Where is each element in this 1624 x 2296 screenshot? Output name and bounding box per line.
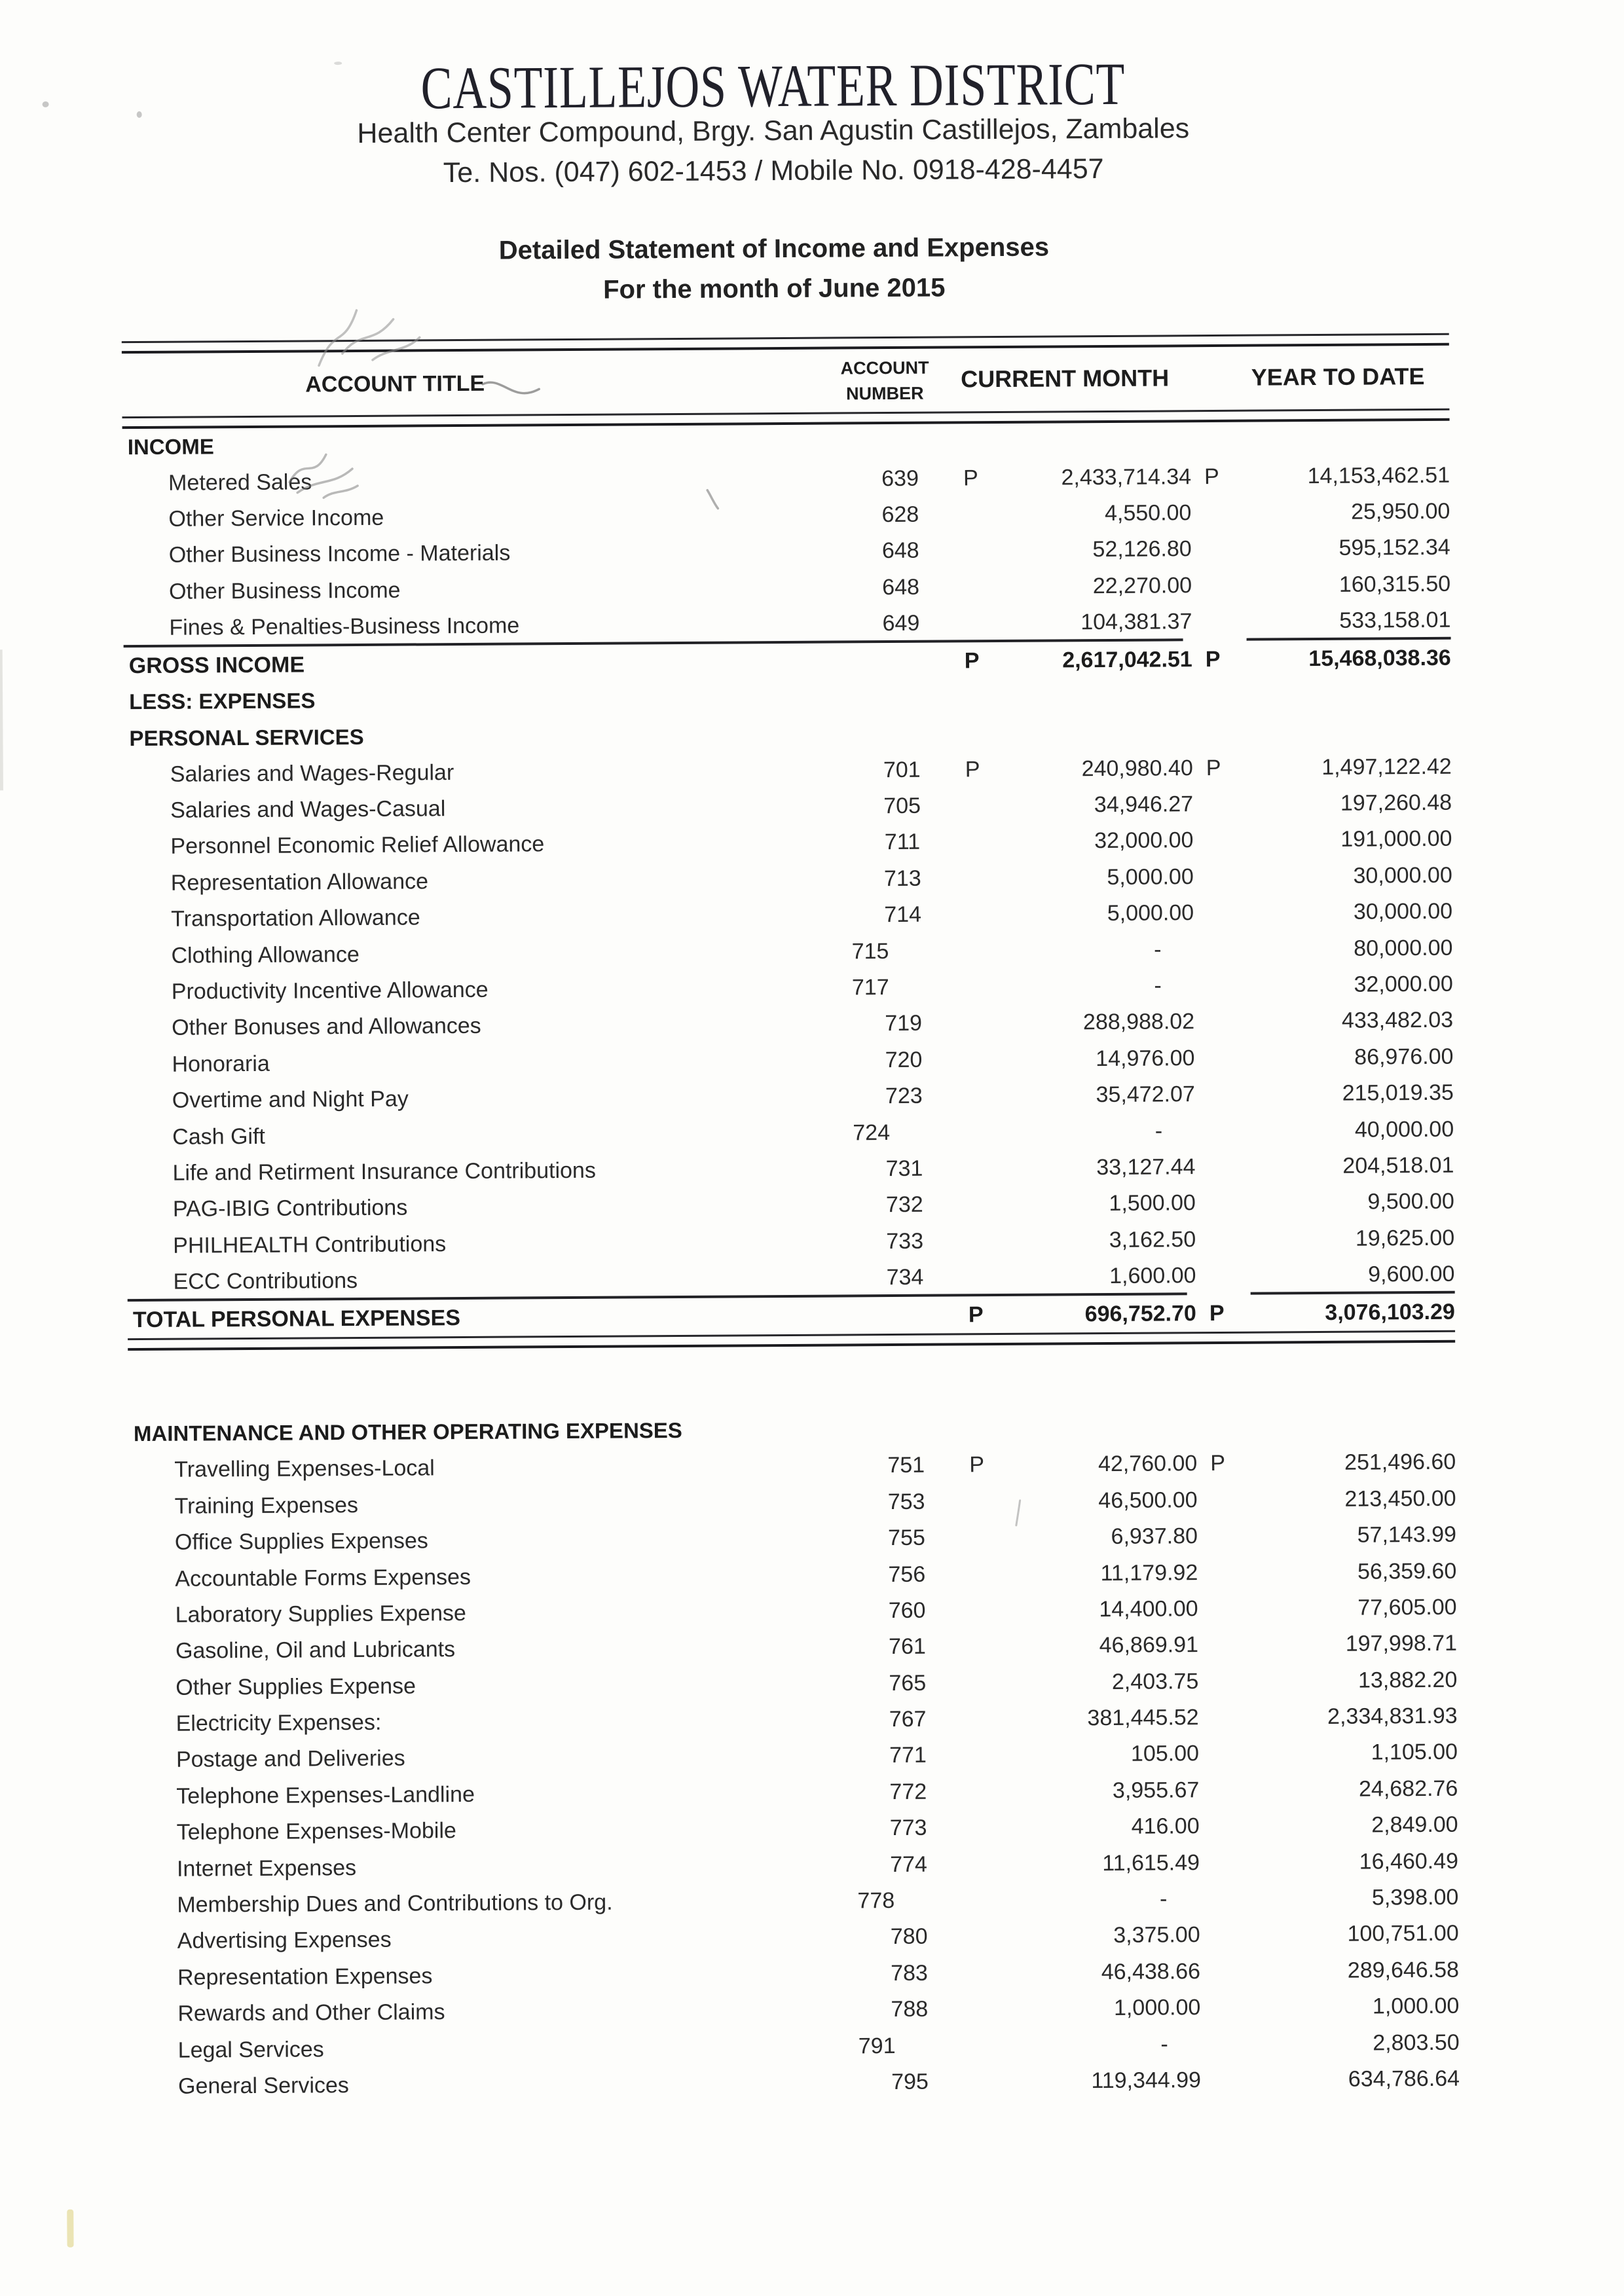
account-number-cell — [846, 442, 954, 443]
year-to-date-amount-cell: 25,950.00 — [1351, 498, 1450, 524]
account-title-cell: GROSS INCOME — [128, 652, 305, 678]
account-number-cell: 731 — [885, 1156, 923, 1182]
year-to-date-amount-cell: 595,152.34 — [1338, 535, 1450, 561]
account-number-cell: 795 — [891, 2069, 929, 2095]
current-month-amount-cell: 32,000.00 — [1094, 828, 1194, 854]
account-number-cell: 773 — [889, 1815, 927, 1841]
year-to-date-amount-cell: 15,468,038.36 — [1308, 645, 1451, 671]
account-title-cell: General Services — [177, 2073, 349, 2099]
year-to-date-amount-cell: 3,076,103.29 — [1325, 1299, 1455, 1325]
year-to-date-amount-cell: 533,158.01 — [1339, 607, 1451, 633]
account-title-cell: TOTAL PERSONAL EXPENSES — [132, 1305, 461, 1332]
current-month-amount-cell — [1001, 732, 1192, 733]
column-header-year-to-date: YEAR TO DATE — [1251, 363, 1425, 391]
org-address: Health Center Compound, Brgy. San Agustin Castillejos, Zambales — [357, 113, 1190, 149]
current-month-amount-cell: 1,000.00 — [1113, 1995, 1201, 2021]
year-to-date-amount-cell: 9,500.00 — [1367, 1189, 1454, 1214]
account-title-cell: ECC Contributions — [173, 1268, 358, 1294]
account-title-cell: Telephone Expenses-Landline — [176, 1781, 475, 1809]
account-number-cell: 628 — [881, 501, 919, 528]
year-to-date-amount-cell — [1232, 731, 1451, 732]
year-to-date-amount-cell: 2,803.50 — [1373, 2030, 1460, 2056]
year-to-date-amount-cell: 30,000.00 — [1353, 899, 1453, 924]
current-month-amount-cell: 14,400.00 — [1099, 1596, 1198, 1622]
account-number-cell — [847, 733, 955, 734]
letterhead — [92, 0, 1454, 304]
year-to-date-amount-cell: 2,849.00 — [1371, 1812, 1458, 1838]
current-month-amount-cell: 3,955.67 — [1112, 1777, 1200, 1803]
account-number-cell: 788 — [891, 1996, 929, 2022]
account-number-cell: 756 — [888, 1561, 926, 1587]
current-month-amount-cell: 34,946.27 — [1094, 792, 1194, 818]
current-month-amount-cell: 1,500.00 — [1109, 1190, 1196, 1216]
account-number-cell: 755 — [887, 1525, 925, 1551]
current-month-amount-cell: 105.00 — [1130, 1741, 1200, 1767]
year-to-date-amount-cell: 1,000.00 — [1372, 1993, 1460, 2019]
account-title-cell: Metered Sales — [168, 469, 312, 496]
year-to-date-amount-cell: 30,000.00 — [1353, 862, 1452, 888]
current-month-amount-cell: 52,126.80 — [1092, 536, 1192, 562]
current-month-amount-cell: 46,438.66 — [1101, 1958, 1201, 1984]
year-to-date-amount-cell — [1230, 439, 1450, 440]
year-to-date-amount-cell: 56,359.60 — [1357, 1558, 1457, 1584]
year-to-date-amount-cell: 251,496.60 — [1344, 1449, 1456, 1476]
current-month-amount-cell: 11,615.49 — [1102, 1850, 1200, 1876]
current-month-amount-cell: - — [1159, 1886, 1168, 1912]
org-name: CASTILLEJOS WATER DISTRICT — [420, 50, 1126, 122]
current-month-amount-cell: - — [1154, 937, 1162, 962]
year-to-date-amount-cell: 40,000.00 — [1354, 1116, 1454, 1142]
account-title-cell: Other Service Income — [168, 505, 384, 532]
current-month-amount-cell: 104,381.37 — [1080, 609, 1192, 635]
account-title-cell: Other Business Income — [169, 577, 401, 604]
current-month-amount-cell: 22,270.00 — [1092, 572, 1192, 598]
account-title-cell: Rewards and Other Claims — [177, 1999, 445, 2026]
year-to-date-amount-cell: 77,605.00 — [1357, 1594, 1457, 1620]
table-body — [122, 421, 1460, 2105]
account-title-cell: Other Supplies Expense — [175, 1673, 416, 1700]
account-number-cell: 732 — [885, 1192, 923, 1218]
account-number-cell: 649 — [882, 610, 920, 636]
current-month-amount-cell: 1,600.00 — [1109, 1263, 1196, 1289]
account-title-cell: Gasoline, Oil and Lubricants — [175, 1637, 456, 1664]
account-number-cell: 719 — [885, 1011, 923, 1036]
account-title-cell: Overtime and Night Pay — [172, 1086, 409, 1113]
account-title-cell: Other Business Income - Materials — [168, 540, 511, 568]
current-month-amount-cell: 14,976.00 — [1096, 1046, 1195, 1071]
account-title-cell: Electricity Expenses: — [175, 1709, 382, 1736]
account-title-cell: Representation Expenses — [177, 1963, 433, 1990]
org-contact: Te. Nos. (047) 602-1453 / Mobile No. 0918-428-4457 — [443, 153, 1104, 189]
current-month-amount-cell: 2,403.75 — [1111, 1668, 1199, 1694]
account-title-cell: PERSONAL SERVICES — [129, 724, 364, 750]
current-month-amount-cell: 3,375.00 — [1113, 1922, 1200, 1948]
current-month-amount-cell: 46,869.91 — [1099, 1632, 1199, 1658]
year-to-date-amount-cell: 80,000.00 — [1354, 935, 1453, 961]
year-to-date-amount-cell: 197,998.71 — [1345, 1631, 1458, 1657]
account-number-cell: 772 — [889, 1779, 927, 1804]
account-number-cell: 780 — [890, 1924, 928, 1950]
account-title-cell: Training Expenses — [174, 1492, 359, 1519]
currency-symbol-ytd: P — [1205, 646, 1221, 672]
current-month-amount-cell — [1000, 441, 1191, 442]
column-header-current-month: CURRENT MONTH — [961, 364, 1170, 393]
table-header-row — [122, 346, 1450, 416]
current-month-amount-cell: 2,433,714.34 — [1061, 464, 1192, 490]
year-to-date-amount-cell: 213,450.00 — [1344, 1485, 1456, 1512]
currency-symbol-ytd: P — [1206, 755, 1221, 780]
current-month-amount-cell: - — [1154, 1118, 1163, 1144]
account-title-cell: Clothing Allowance — [171, 941, 360, 968]
current-month-amount-cell: 696,752.70 — [1084, 1300, 1196, 1326]
account-number-cell: 723 — [885, 1083, 923, 1109]
current-month-amount-cell: 119,344.99 — [1091, 2068, 1202, 2094]
year-to-date-amount-cell: 100,751.00 — [1347, 1921, 1459, 1947]
account-number-cell: 715 — [851, 938, 889, 964]
scanner-edge-streak — [0, 649, 3, 790]
account-number-cell: 714 — [884, 902, 922, 928]
current-month-amount-cell: 35,472.07 — [1096, 1082, 1195, 1108]
year-to-date-amount-cell: 1,497,122.42 — [1321, 754, 1452, 780]
account-title-cell: Accountable Forms Expenses — [175, 1564, 471, 1592]
currency-symbol-ytd: P — [1210, 1451, 1226, 1476]
year-to-date-amount-cell: 215,019.35 — [1342, 1080, 1454, 1106]
currency-symbol-current: P — [965, 756, 980, 782]
year-to-date-amount-cell: 9,600.00 — [1368, 1261, 1455, 1287]
current-month-amount-cell: 6,937.80 — [1111, 1523, 1198, 1550]
account-number-cell: 783 — [891, 1960, 929, 1986]
highlighter-smudge — [67, 2210, 73, 2248]
account-title-cell: Life and Retirment Insurance Contributions — [172, 1157, 597, 1186]
account-number-cell: 711 — [884, 829, 921, 855]
current-month-amount-cell: 5,000.00 — [1107, 864, 1194, 890]
current-month-amount-cell: 46,500.00 — [1098, 1487, 1198, 1513]
year-to-date-amount-cell: 24,682.76 — [1358, 1776, 1458, 1802]
currency-symbol-ytd: P — [1209, 1300, 1225, 1326]
column-header-account-title: ACCOUNT TITLE — [305, 371, 485, 397]
year-to-date-amount-cell: 57,143.99 — [1357, 1522, 1457, 1548]
account-number-cell: 778 — [857, 1888, 895, 1914]
account-number-cell: 705 — [883, 793, 921, 819]
account-number-cell: 648 — [882, 574, 920, 600]
account-number-cell — [852, 1429, 960, 1430]
account-number-cell: 733 — [886, 1228, 924, 1254]
account-number-cell: 751 — [887, 1453, 925, 1478]
account-title-cell: Transportation Allowance — [171, 905, 420, 932]
account-number-cell: 753 — [887, 1489, 925, 1514]
section-gap — [128, 1343, 1456, 1416]
current-month-amount-cell: 381,445.52 — [1087, 1705, 1199, 1731]
account-title-cell: Postage and Deliveries — [175, 1746, 405, 1773]
statement-table — [122, 333, 1460, 2105]
account-title-cell: Productivity Incentive Allowance — [171, 977, 489, 1004]
current-month-amount-cell: 11,179.92 — [1100, 1559, 1198, 1586]
account-number-cell: 717 — [851, 975, 889, 1000]
year-to-date-amount-cell: 5,398.00 — [1371, 1884, 1459, 1910]
account-number-cell: 771 — [889, 1743, 927, 1768]
account-number-cell: 724 — [853, 1120, 891, 1145]
account-number-cell: 791 — [858, 2033, 896, 2058]
account-number-cell: 734 — [886, 1264, 924, 1290]
account-title-cell: Travelling Expenses-Local — [174, 1455, 435, 1483]
year-to-date-amount-cell: 634,786.64 — [1348, 2066, 1460, 2092]
year-to-date-amount-cell: 433,482.03 — [1341, 1008, 1454, 1034]
year-to-date-amount-cell — [1236, 1426, 1456, 1427]
year-to-date-amount-cell: 197,260.48 — [1340, 790, 1452, 816]
year-to-date-amount-cell: 19,625.00 — [1355, 1225, 1455, 1251]
current-month-amount-cell: 33,127.44 — [1096, 1154, 1196, 1180]
account-title-cell: Internet Expenses — [176, 1855, 357, 1882]
account-title-cell: Fines & Penalties-Business Income — [169, 613, 520, 640]
account-title-cell: LESS: EXPENSES — [129, 688, 316, 714]
scan-speck-2 — [137, 111, 142, 118]
account-title-cell: Legal Services — [177, 2036, 324, 2063]
year-to-date-amount-cell: 16,460.49 — [1359, 1848, 1459, 1874]
account-title-cell: INCOME — [127, 434, 214, 459]
account-title-cell: Salaries and Wages-Regular — [170, 759, 454, 787]
statement-period: For the month of June 2015 — [603, 273, 946, 304]
current-month-amount-cell: 2,617,042.51 — [1062, 646, 1192, 672]
account-title-cell: Representation Allowance — [170, 869, 429, 896]
account-title-cell: Cash Gift — [172, 1123, 266, 1150]
year-to-date-amount-cell: 86,976.00 — [1354, 1044, 1454, 1070]
currency-symbol-current: P — [968, 1302, 984, 1327]
year-to-date-amount-cell: 289,646.58 — [1347, 1957, 1460, 1983]
current-month-amount-cell: - — [1154, 973, 1162, 998]
account-title-cell: PAG-IBIG Contributions — [172, 1195, 408, 1222]
current-month-amount-cell: 416.00 — [1131, 1813, 1200, 1840]
currency-symbol-ytd: P — [1204, 464, 1219, 489]
currency-symbol-current: P — [963, 465, 978, 490]
year-to-date-amount-cell: 2,334,831.93 — [1327, 1703, 1458, 1730]
current-month-amount-cell — [1006, 1428, 1197, 1429]
currency-symbol-current: P — [964, 647, 980, 673]
account-number-cell: 761 — [888, 1634, 926, 1660]
account-title-cell: MAINTENANCE AND OTHER OPERATING EXPENSES — [133, 1418, 682, 1446]
current-month-amount-cell: 3,162.50 — [1109, 1226, 1196, 1252]
current-month-amount-cell: 5,000.00 — [1107, 900, 1194, 926]
account-number-cell: 713 — [883, 866, 921, 891]
account-title-cell: Salaries and Wages-Casual — [170, 796, 446, 823]
account-row — [132, 2061, 1460, 2105]
account-title-cell: Laboratory Supplies Expense — [175, 1600, 466, 1628]
current-month-amount-cell — [1001, 696, 1192, 697]
year-to-date-amount-cell: 13,882.20 — [1357, 1667, 1458, 1693]
account-number-cell: 774 — [890, 1851, 927, 1877]
account-title-cell: Honoraria — [172, 1051, 270, 1077]
account-number-cell — [847, 697, 955, 698]
account-number-cell: 720 — [885, 1047, 923, 1072]
statement-title: Detailed Statement of Income and Expenses — [498, 232, 1050, 265]
account-title-cell: Telephone Expenses-Mobile — [176, 1818, 456, 1845]
currency-symbol-current: P — [969, 1452, 985, 1478]
account-number-cell: 760 — [888, 1597, 926, 1623]
account-number-cell: 767 — [889, 1706, 927, 1732]
account-title-cell: Other Bonuses and Allowances — [172, 1013, 481, 1041]
year-to-date-amount-cell: 1,105.00 — [1371, 1740, 1458, 1766]
year-to-date-amount-cell: 160,315.50 — [1338, 571, 1451, 597]
account-title-cell: Office Supplies Expenses — [174, 1528, 428, 1555]
scan-speck-1 — [43, 101, 49, 107]
account-number-cell: 639 — [881, 465, 919, 491]
current-month-amount-cell: 4,550.00 — [1104, 500, 1192, 526]
year-to-date-amount-cell: 32,000.00 — [1354, 971, 1453, 997]
current-month-amount-cell: - — [1160, 2032, 1168, 2057]
account-number-cell: 648 — [881, 538, 919, 564]
account-title-cell: PHILHEALTH Contributions — [173, 1231, 447, 1258]
account-number-cell: 765 — [889, 1670, 927, 1696]
account-number-cell: 701 — [883, 757, 921, 782]
year-to-date-amount-cell: 204,518.01 — [1342, 1152, 1454, 1178]
year-to-date-amount-cell: 14,153,462.51 — [1307, 462, 1450, 488]
year-to-date-amount-cell — [1232, 694, 1451, 695]
current-month-amount-cell: 288,988.02 — [1082, 1009, 1195, 1035]
year-to-date-amount-cell: 191,000.00 — [1340, 826, 1452, 852]
current-month-amount-cell: 240,980.40 — [1081, 755, 1193, 781]
account-title-cell: Personnel Economic Relief Allowance — [170, 831, 545, 860]
account-title-cell: Advertising Expenses — [177, 1927, 392, 1954]
account-title-cell: Membership Dues and Contributions to Org. — [177, 1889, 613, 1918]
current-month-amount-cell: 42,760.00 — [1098, 1451, 1198, 1477]
column-header-account-number: ACCOUNT NUMBER — [840, 357, 929, 404]
